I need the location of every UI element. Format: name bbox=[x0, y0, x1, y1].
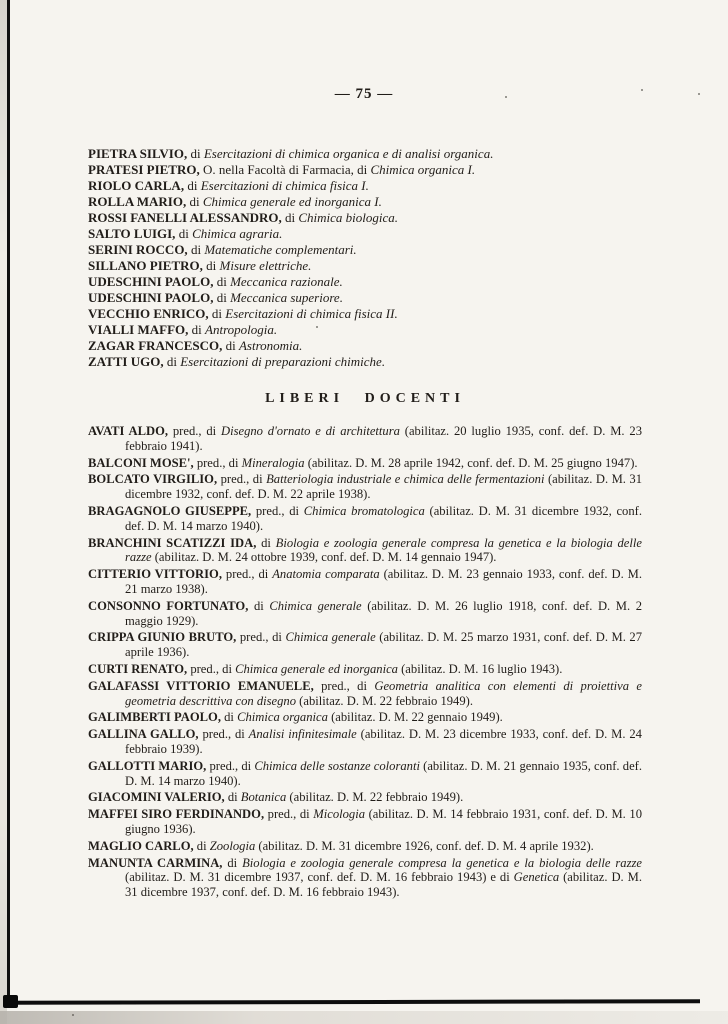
entry-text: (abilitaz. D. M. 22 febbraio 1949). bbox=[296, 693, 473, 708]
scan-speck bbox=[72, 1014, 74, 1016]
entry-text: (abilitaz. D. M. 24 ottobre 1939, conf. def. D. M. 14 gennaio 1947). bbox=[151, 550, 497, 565]
subject-title: Chimica generale ed inorganica I. bbox=[202, 194, 382, 209]
list-item bbox=[88, 210, 642, 226]
list-item bbox=[88, 759, 642, 789]
list-item bbox=[88, 567, 642, 597]
list-item bbox=[88, 338, 642, 354]
entry-text: (abilitaz. D. M. 31 dicembre 1937, conf. def. D. M. 16 febbraio 1943) e di bbox=[125, 870, 514, 885]
entry-text: (abilitaz. D. M. 22 gennaio 1949). bbox=[327, 710, 503, 725]
subject-title: Matematiche complementari. bbox=[204, 242, 357, 257]
scan-corner-blob bbox=[3, 995, 18, 1008]
list-item bbox=[88, 856, 642, 900]
entry-text: pred., di bbox=[236, 630, 286, 645]
list-item bbox=[88, 662, 642, 677]
person-name: GALLOTTI MARIO, bbox=[88, 758, 207, 773]
subject-title: Esercitazioni di chimica fisica I. bbox=[200, 178, 369, 193]
person-name: BRAGAGNOLO GIUSEPPE, bbox=[88, 503, 252, 518]
entry-text: pred., di bbox=[313, 678, 375, 693]
entry-text: di bbox=[187, 242, 205, 257]
entry-text: di bbox=[222, 855, 243, 870]
entry-text: (abilitaz. D. M. 25 marzo 1931, conf. def. D. M. 27 aprile 1936). bbox=[125, 630, 643, 660]
entry-text: pred., di bbox=[264, 807, 314, 822]
entry-text: di bbox=[163, 354, 181, 369]
list-item bbox=[88, 146, 642, 162]
entry-text: (abilitaz. 20 luglio 1935, conf. def. D. M. 23 febbraio 1941). bbox=[125, 424, 642, 453]
entry-text: di bbox=[224, 790, 241, 805]
entry-text: pred., di bbox=[198, 727, 249, 742]
subject-title: Meccanica superiore. bbox=[230, 290, 343, 305]
person-name: SILLANO PIETRO, bbox=[88, 258, 203, 273]
person-name: PIETRA SILVIO, bbox=[88, 146, 188, 161]
entry-text: (abilitaz. D. M. 22 febbraio 1949). bbox=[286, 790, 464, 805]
list-item bbox=[88, 504, 642, 534]
subject-title: Chimica generale bbox=[269, 598, 362, 613]
entry-text: di bbox=[186, 194, 203, 209]
person-name: VIALLI MAFFO, bbox=[88, 322, 189, 337]
subject-title: Esercitazioni di chimica organica e di analisi organica. bbox=[203, 146, 494, 161]
subject-title: Chimica biologica. bbox=[298, 210, 399, 225]
entry-text: (abilitaz. D. M. 23 dicembre 1933, conf. def. D. M. 24 febbraio 1939). bbox=[125, 727, 642, 756]
list-item bbox=[88, 727, 642, 757]
entry-text: (abilitaz. D. M. 31 dicembre 1937, conf. def. D. M. 16 febbraio 1943). bbox=[125, 870, 642, 900]
person-name: ZATTI UGO, bbox=[88, 354, 164, 369]
entry-text: (abilitaz. D. M. 31 dicembre 1932, conf. def. D. M. 14 marzo 1940). bbox=[125, 503, 642, 533]
list-item bbox=[88, 178, 642, 194]
list-item bbox=[88, 456, 642, 471]
list-item bbox=[88, 242, 642, 258]
person-name: MAGLIO CARLO, bbox=[88, 838, 194, 853]
person-name: UDESCHINI PAOLO, bbox=[88, 290, 214, 305]
list-item bbox=[88, 790, 642, 805]
entry-text: di bbox=[175, 226, 193, 241]
entry-text: di bbox=[222, 338, 239, 353]
person-name: BALCONI MOSE', bbox=[88, 455, 194, 470]
list-item bbox=[88, 536, 642, 566]
entry-text: di bbox=[187, 146, 204, 161]
list-item bbox=[88, 258, 642, 274]
entry-text: pred., di bbox=[221, 567, 273, 582]
entry-text: (abilitaz. D. M. 14 febbraio 1931, conf. def. D. M. 10 giugno 1936). bbox=[125, 807, 642, 836]
entry-text: di bbox=[188, 322, 206, 337]
list-item bbox=[88, 630, 642, 660]
professors-list bbox=[88, 146, 642, 370]
entry-text: pred., di bbox=[193, 455, 242, 470]
entry-text: di bbox=[208, 306, 226, 321]
list-item bbox=[88, 322, 642, 338]
person-name: GALAFASSI VITTORIO EMANUELE, bbox=[88, 678, 314, 693]
entry-text: O. nella Facoltà di Farmacia, di bbox=[199, 162, 371, 177]
entry-text: (abilitaz. D. M. 31 dicembre 1926, conf. def. D. M. 4 aprile 1932). bbox=[255, 838, 594, 853]
list-item bbox=[88, 679, 642, 709]
list-item bbox=[88, 354, 642, 370]
person-name: PRATESI PIETRO, bbox=[88, 162, 200, 177]
subject-title: Chimica organica bbox=[237, 710, 328, 725]
entry-text: di bbox=[256, 535, 276, 550]
entry-text: (abilitaz. D. M. 21 gennaio 1935, conf. def. D. M. 14 marzo 1940). bbox=[125, 758, 643, 788]
subject-title: Batteriologia industriale e chimica delle fermentazioni bbox=[266, 472, 545, 487]
entry-text: pred., di bbox=[217, 472, 267, 487]
person-name: SERINI ROCCO, bbox=[88, 242, 188, 257]
subject-title: Chimica bromatologica bbox=[303, 503, 425, 518]
section-heading: LIBERI DOCENTI bbox=[265, 391, 465, 406]
entry-text: di bbox=[213, 274, 231, 289]
entry-text: (abilitaz. D. M. 23 gennaio 1933, conf. def. D. M. 21 marzo 1938). bbox=[125, 567, 642, 596]
entry-text: pred., di bbox=[206, 758, 255, 773]
entry-text: di bbox=[281, 210, 299, 225]
subject-title: Genetica bbox=[513, 870, 560, 885]
subject-title: Chimica organica I. bbox=[370, 162, 476, 177]
subject-title: Meccanica razionale. bbox=[230, 274, 343, 289]
subject-title: Disegno d'ornato e di architettura bbox=[221, 424, 400, 438]
subject-title: Chimica delle sostanze coloranti bbox=[254, 758, 420, 773]
person-name: VECCHIO ENRICO, bbox=[88, 306, 209, 321]
person-name: CITTERIO VITTORIO, bbox=[88, 567, 222, 582]
entry-text: di bbox=[220, 710, 238, 725]
entry-text: di bbox=[248, 598, 270, 613]
list-item bbox=[88, 306, 642, 322]
person-name: UDESCHINI PAOLO, bbox=[88, 274, 214, 289]
entry-text: pred., di bbox=[187, 661, 236, 676]
list-item bbox=[88, 424, 642, 454]
subject-title: Chimica generale ed inorganica bbox=[235, 661, 398, 676]
person-name: BRANCHINI SCATIZZI IDA, bbox=[88, 535, 257, 550]
entry-text: (abilitaz. D. M. 16 luglio 1943). bbox=[397, 661, 563, 676]
person-name: MAFFEI SIRO FERDINANDO, bbox=[88, 807, 265, 822]
list-item bbox=[88, 226, 642, 242]
subject-title: Anatomia comparata bbox=[272, 567, 380, 582]
scan-edge-bottom-smudge bbox=[0, 1011, 728, 1024]
subject-title: Biologia e zoologia generale compresa la genetica e la biologia delle razze bbox=[125, 535, 642, 565]
entry-text: pred., di bbox=[168, 424, 221, 438]
subject-title: Chimica generale bbox=[285, 630, 376, 645]
subject-title: Micologia bbox=[313, 807, 366, 822]
list-item bbox=[88, 839, 642, 854]
person-name: CURTI RENATO, bbox=[88, 661, 188, 676]
scan-edge-left-smudge bbox=[0, 0, 7, 1024]
person-name: ROLLA MARIO, bbox=[88, 194, 187, 209]
list-item bbox=[88, 274, 642, 290]
person-name: MANUNTA CARMINA, bbox=[88, 855, 223, 870]
person-name: ROSSI FANELLI ALESSANDRO, bbox=[88, 210, 282, 225]
subject-title: Esercitazioni di preparazioni chimiche. bbox=[180, 354, 386, 369]
entry-text: (abilitaz. D. M. 31 dicembre 1932, conf. def. D. M. 22 aprile 1938). bbox=[125, 472, 643, 502]
person-name: RIOLO CARLA, bbox=[88, 178, 185, 193]
person-name: AVATI ALDO, bbox=[88, 424, 169, 438]
scan-speck bbox=[698, 93, 700, 95]
subject-title: Geometria analitica con elementi di proiettiva e geometria descrittiva con disegno bbox=[125, 678, 642, 708]
entry-text: di bbox=[202, 258, 220, 273]
person-name: ZAGAR FRANCESCO, bbox=[88, 338, 223, 353]
person-name: BOLCATO VIRGILIO, bbox=[88, 472, 218, 487]
liberi-docenti-list bbox=[88, 424, 642, 900]
subject-title: Esercitazioni di chimica fisica II. bbox=[225, 306, 398, 321]
subject-title: Biologia e zoologia generale compresa la genetica e la biologia delle razze bbox=[242, 855, 642, 870]
subject-title: Misure elettriche. bbox=[219, 258, 312, 273]
person-name: GALIMBERTI PAOLO, bbox=[88, 710, 221, 725]
entry-text: di bbox=[184, 178, 201, 193]
list-item bbox=[88, 472, 642, 502]
list-item bbox=[88, 807, 642, 837]
list-item bbox=[88, 710, 642, 725]
person-name: GIACOMINI VALERIO, bbox=[88, 790, 225, 805]
list-item bbox=[88, 194, 642, 210]
subject-title: Analisi infinitesimale bbox=[248, 727, 357, 742]
scan-edge-left-line bbox=[7, 0, 10, 1006]
scan-speck bbox=[641, 89, 643, 91]
list-item bbox=[88, 599, 642, 629]
subject-title: Chimica agraria. bbox=[192, 226, 283, 241]
subject-title: Botanica bbox=[240, 790, 287, 805]
subject-title: Mineralogia bbox=[241, 455, 305, 470]
person-name: CRIPPA GIUNIO BRUTO, bbox=[88, 630, 237, 645]
page-content bbox=[88, 146, 642, 902]
person-name: CONSONNO FORTUNATO, bbox=[88, 598, 249, 613]
entry-text: (abilitaz. D. M. 28 aprile 1942, conf. def. D. M. 25 giugno 1947). bbox=[304, 455, 638, 470]
page-number: — 75 — bbox=[334, 86, 394, 102]
entry-text: pred., di bbox=[251, 503, 304, 518]
entry-text: (abilitaz. D. M. 26 luglio 1918, conf. def. D. M. 2 maggio 1929). bbox=[125, 598, 642, 628]
list-item bbox=[88, 290, 642, 306]
subject-title: Zoologia bbox=[209, 838, 256, 853]
entry-text: di bbox=[193, 838, 210, 853]
subject-title: Antropologia. bbox=[205, 322, 278, 337]
subject-title: Astronomia. bbox=[238, 338, 303, 353]
scan-edge-bottom-line bbox=[6, 999, 700, 1004]
person-name: SALTO LUIGI, bbox=[88, 226, 176, 241]
entry-text: di bbox=[213, 290, 231, 305]
person-name: GALLINA GALLO, bbox=[88, 727, 199, 742]
list-item bbox=[88, 162, 642, 178]
